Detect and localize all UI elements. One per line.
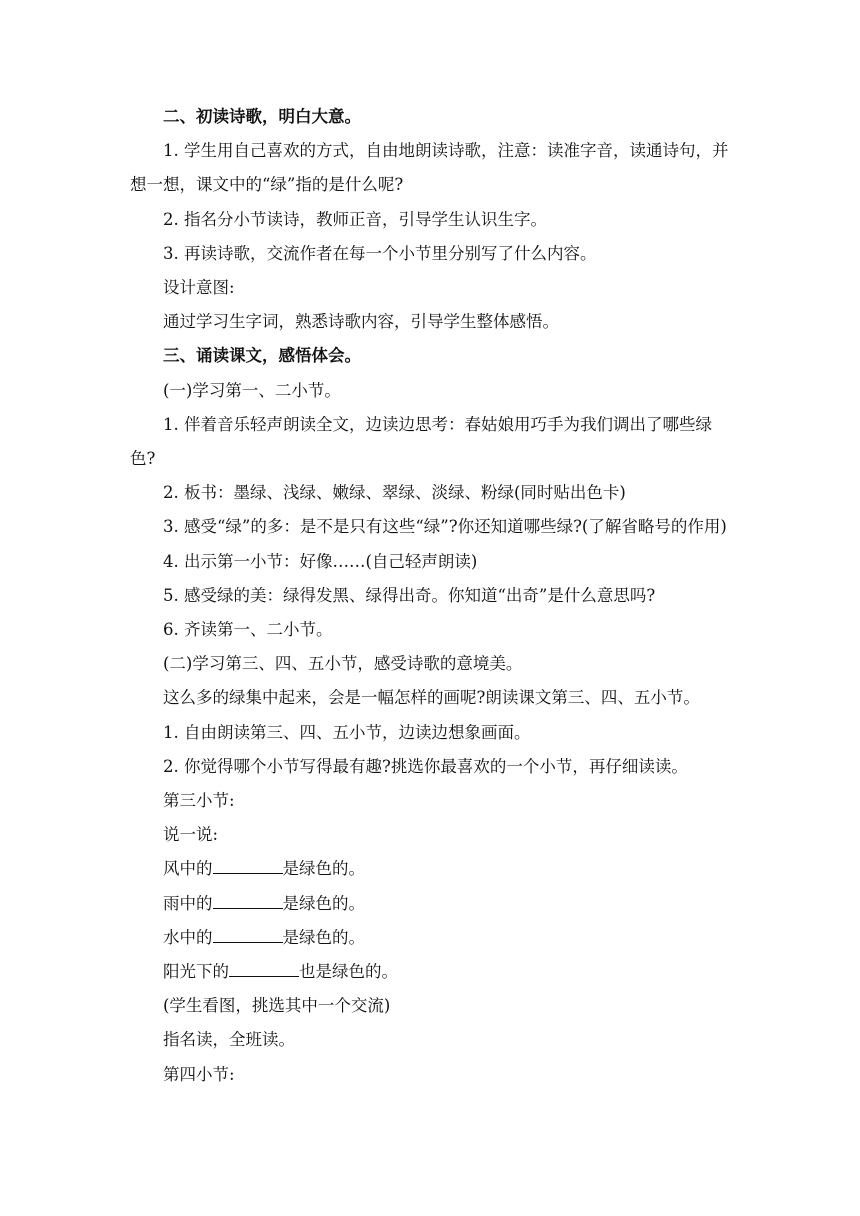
read-note: 指名读，全班读。 xyxy=(163,1030,295,1050)
fill-line-3 xyxy=(130,921,735,955)
section-3-intro-2: 这么多的绿集中起来，会是一幅怎样的画呢?朗读课文第三、四、五小节。 xyxy=(163,688,700,708)
fill-1-prefix: 风中的 xyxy=(163,859,213,879)
fill-2-prefix: 雨中的 xyxy=(163,893,213,913)
section-3-heading: 三、诵读课文，感悟体会。 xyxy=(163,346,361,366)
section-3-question-2: 2. 你觉得哪个小节写得最有趣?挑选你最喜欢的一个小节，再仔细读读。 xyxy=(163,756,688,776)
section-3-paragraph-1: 1. 伴着音乐轻声朗读全文，边读边思考：春姑娘用巧手为我们调出了哪些绿色? xyxy=(130,414,712,469)
section-3-paragraph-5: 5. 感受绿的美：绿得发黑、绿得出奇。你知道“出奇”是什么意思吗? xyxy=(163,585,656,605)
section-3-paragraph-2: 2. 板书：墨绿、浅绿、嫩绿、翠绿、淡绿、粉绿(同时贴出色卡) xyxy=(163,483,626,503)
section-3-subheading-1: (一)学习第一、二小节。 xyxy=(163,380,341,400)
third-stanza-label: 第三小节: xyxy=(163,791,235,811)
fill-line-2 xyxy=(130,887,735,921)
section-2-paragraph-2: 2. 指名分小节读诗，教师正音，引导学生认识生字。 xyxy=(163,209,547,229)
fill-2-blank xyxy=(213,894,283,909)
section-3-paragraph-3: 3. 感受“绿”的多：是不是只有这些“绿”?你还知道哪些绿?(了解省略号的作用) xyxy=(163,517,727,537)
fill-3-blank xyxy=(213,928,283,943)
design-intent-label: 设计意图: xyxy=(163,278,235,298)
student-note: (学生看图，挑选其中一个交流) xyxy=(163,996,391,1016)
fill-2-suffix: 是绿色的。 xyxy=(282,893,365,913)
fill-3-suffix: 是绿色的。 xyxy=(282,927,365,947)
section-2-paragraph-1: 1. 学生用自己喜欢的方式，自由地朗读诗歌，注意：读准字音，读通诗句，并想一想，课文中的“绿”指的是什么呢? xyxy=(130,141,729,195)
section-2-heading: 二、初读诗歌，明白大意。 xyxy=(163,107,361,126)
section-2-paragraph-3: 3. 再读诗歌，交流作者在每一个小节里分别写了什么内容。 xyxy=(163,243,597,263)
section-3-subheading-2: (二)学习第三、四、五小节，感受诗歌的意境美。 xyxy=(163,654,523,674)
fill-4-suffix: 也是绿色的。 xyxy=(299,962,398,982)
fill-1-suffix: 是绿色的。 xyxy=(282,859,365,879)
fill-line-4 xyxy=(130,955,735,989)
document-page xyxy=(130,100,735,1092)
say-label: 说一说: xyxy=(163,825,219,845)
section-3-question-1: 1. 自由朗读第三、四、五小节，边读边想象画面。 xyxy=(163,722,531,742)
design-intent-text: 通过学习生字词，熟悉诗歌内容，引导学生整体感悟。 xyxy=(163,312,559,332)
fourth-stanza-label: 第四小节: xyxy=(163,1064,235,1084)
fill-4-blank xyxy=(229,962,299,977)
section-3-paragraph-6: 6. 齐读第一、二小节。 xyxy=(163,620,333,640)
fill-1-blank xyxy=(213,859,283,874)
section-3-paragraph-4: 4. 出示第一小节：好像……(自己轻声朗读) xyxy=(163,551,478,571)
fill-line-1 xyxy=(130,852,735,886)
fill-3-prefix: 水中的 xyxy=(163,927,213,947)
fill-4-prefix: 阳光下的 xyxy=(163,962,229,982)
